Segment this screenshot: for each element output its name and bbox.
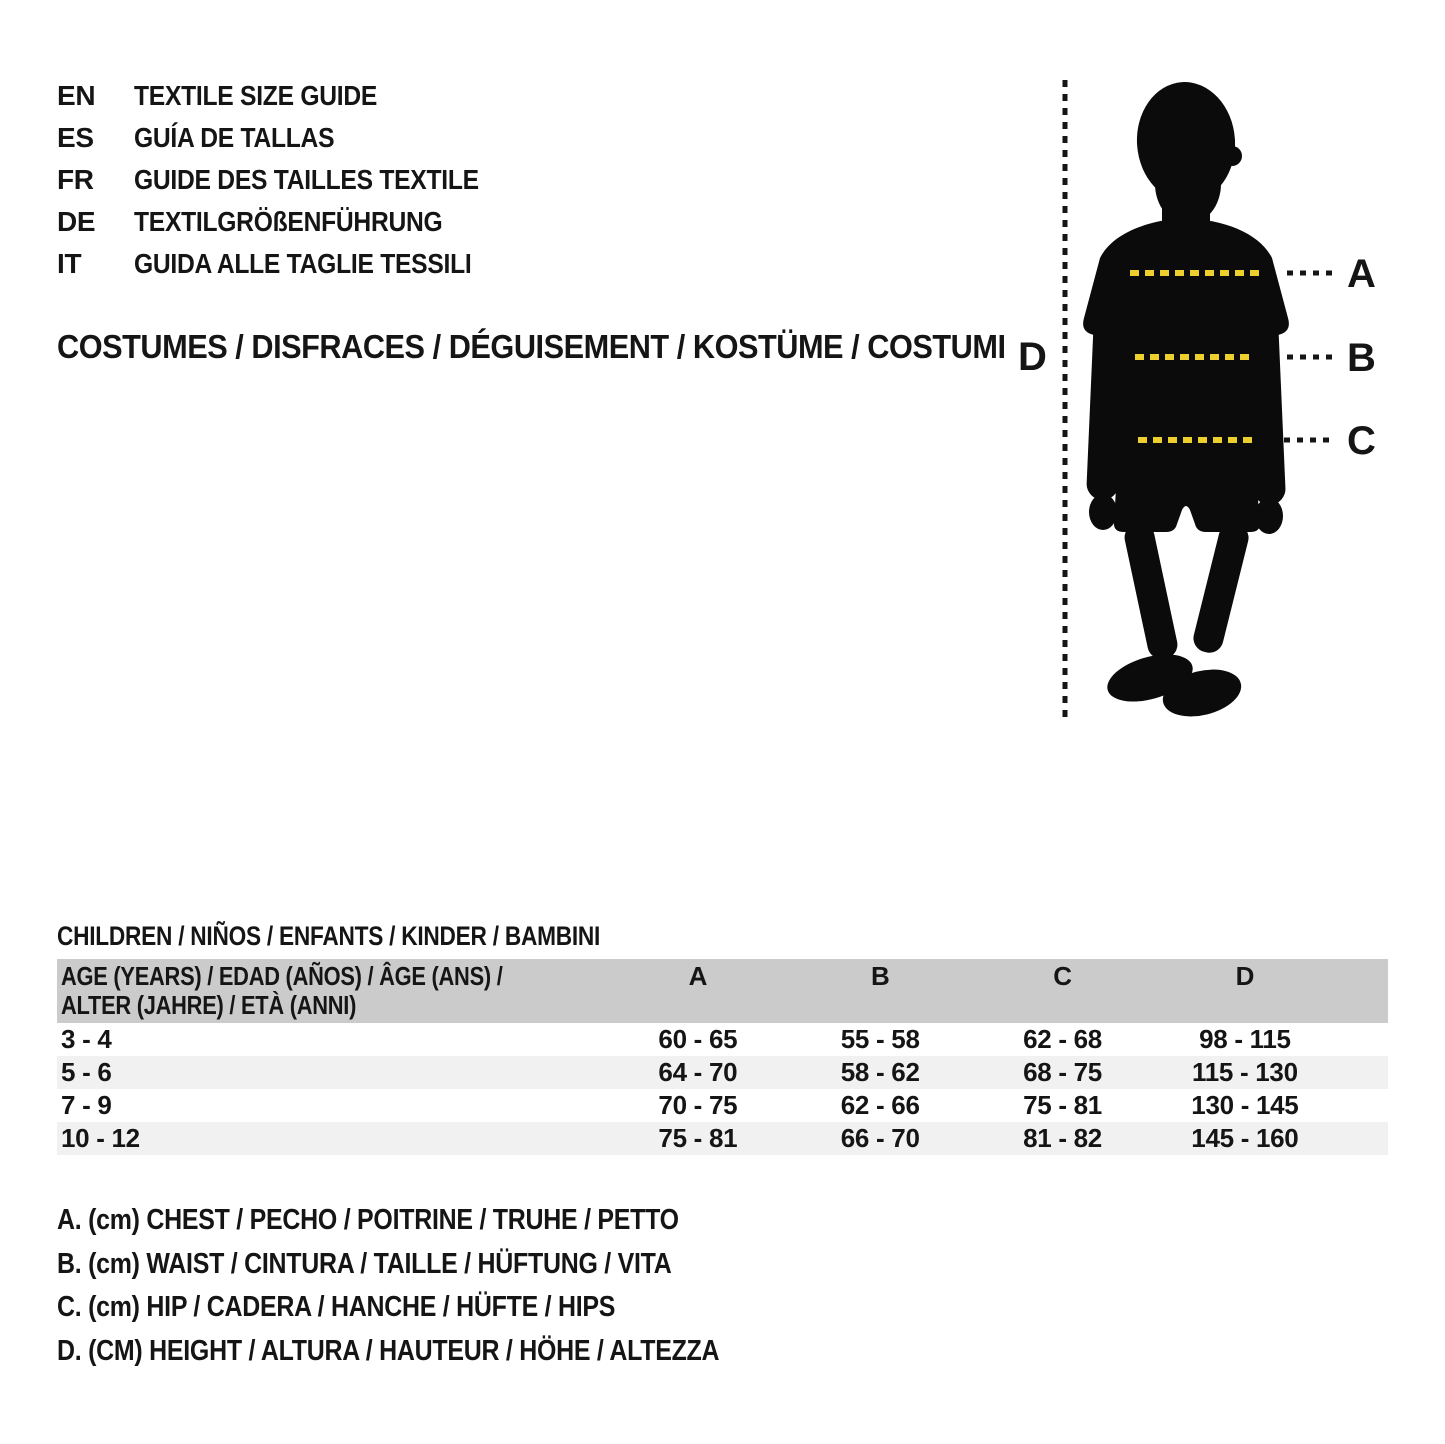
- hip-cell: 81 - 82: [1023, 1123, 1102, 1153]
- table-row: [57, 1023, 1388, 1056]
- waist-label: B: [1347, 336, 1376, 380]
- language-title: GUÍA DE TALLAS: [134, 122, 335, 153]
- size-table-header: [57, 959, 1388, 1023]
- legend-height: D. (CM) HEIGHT / ALTURA / HAUTEUR / HÖHE / ALTEZZA: [57, 1334, 720, 1367]
- measurement-legend: [57, 1199, 719, 1373]
- measurement-figure: [1000, 60, 1445, 730]
- age-header-cell: [57, 959, 607, 1020]
- language-title-list: [57, 75, 526, 285]
- language-title: TEXTILE SIZE GUIDE: [134, 80, 378, 111]
- column-header-a: A: [688, 961, 708, 991]
- height-cell: 130 - 145: [1191, 1090, 1299, 1120]
- legend-chest: A. (cm) CHEST / PECHO / POITRINE / TRUHE / PETTO: [57, 1204, 679, 1236]
- language-code: IT: [57, 248, 82, 279]
- age-cell: 5 - 6: [61, 1057, 112, 1087]
- child-silhouette-icon: [1083, 79, 1289, 724]
- language-row-fr: [57, 159, 526, 201]
- age-cell: 10 - 12: [61, 1123, 140, 1153]
- category-title: COSTUMES / DISFRACES / DÉGUISEMENT / KOSTÜME / COSTUMI: [57, 328, 1006, 365]
- waist-cell: 66 - 70: [840, 1123, 920, 1153]
- hip-cell: 68 - 75: [1023, 1057, 1102, 1087]
- height-cell: 115 - 130: [1192, 1057, 1298, 1087]
- waist-cell: 58 - 62: [840, 1057, 920, 1087]
- chest-label: A: [1347, 252, 1376, 296]
- language-row-en: [57, 75, 526, 117]
- age-cell: 7 - 9: [61, 1090, 112, 1120]
- chest-cell: 64 - 70: [658, 1057, 738, 1087]
- size-table: [57, 959, 1388, 1155]
- legend-hip: C. (cm) HIP / CADERA / HANCHE / HÜFTE / HIPS: [57, 1291, 616, 1323]
- hip-cell: 75 - 81: [1023, 1090, 1102, 1120]
- waist-cell: 55 - 58: [840, 1024, 920, 1054]
- table-row: [57, 1056, 1388, 1089]
- language-title: TEXTILGRÖßENFÜHRUNG: [134, 206, 443, 237]
- language-code: EN: [57, 80, 96, 111]
- height-label: D: [1018, 335, 1047, 379]
- language-code: DE: [57, 206, 96, 237]
- language-code: ES: [57, 122, 94, 153]
- table-row: [57, 1089, 1388, 1122]
- column-header-c: C: [1053, 961, 1072, 991]
- chest-cell: 60 - 65: [658, 1024, 738, 1054]
- age-header-line2: ALTER (JAHRE) / ETÀ (ANNI): [61, 990, 357, 1020]
- hip-cell: 62 - 68: [1023, 1024, 1102, 1054]
- height-cell: 98 - 115: [1199, 1024, 1291, 1054]
- height-cell: 145 - 160: [1191, 1123, 1299, 1153]
- legend-waist: B. (cm) WAIST / CINTURA / TAILLE / HÜFTUNG / VITA: [57, 1247, 672, 1280]
- waist-cell: 62 - 66: [840, 1090, 920, 1120]
- language-title: GUIDA ALLE TAGLIE TESSILI: [134, 248, 472, 279]
- table-row: [57, 1122, 1388, 1155]
- age-cell: 3 - 4: [61, 1024, 112, 1054]
- language-row-es: [57, 117, 526, 159]
- language-row-de: [57, 201, 526, 243]
- language-code: FR: [57, 164, 94, 195]
- language-row-it: [57, 243, 526, 285]
- chest-cell: 75 - 81: [658, 1123, 738, 1153]
- column-header-d: D: [1235, 961, 1255, 991]
- language-title: GUIDE DES TAILLES TEXTILE: [134, 164, 479, 195]
- column-header-b: B: [870, 961, 890, 991]
- age-header-line1: AGE (YEARS) / EDAD (AÑOS) / ÂGE (ANS) /: [61, 961, 503, 991]
- chest-cell: 70 - 75: [658, 1090, 738, 1120]
- hip-label: C: [1347, 419, 1376, 463]
- children-section-title: CHILDREN / NIÑOS / ENFANTS / KINDER / BAMBINI: [57, 921, 601, 951]
